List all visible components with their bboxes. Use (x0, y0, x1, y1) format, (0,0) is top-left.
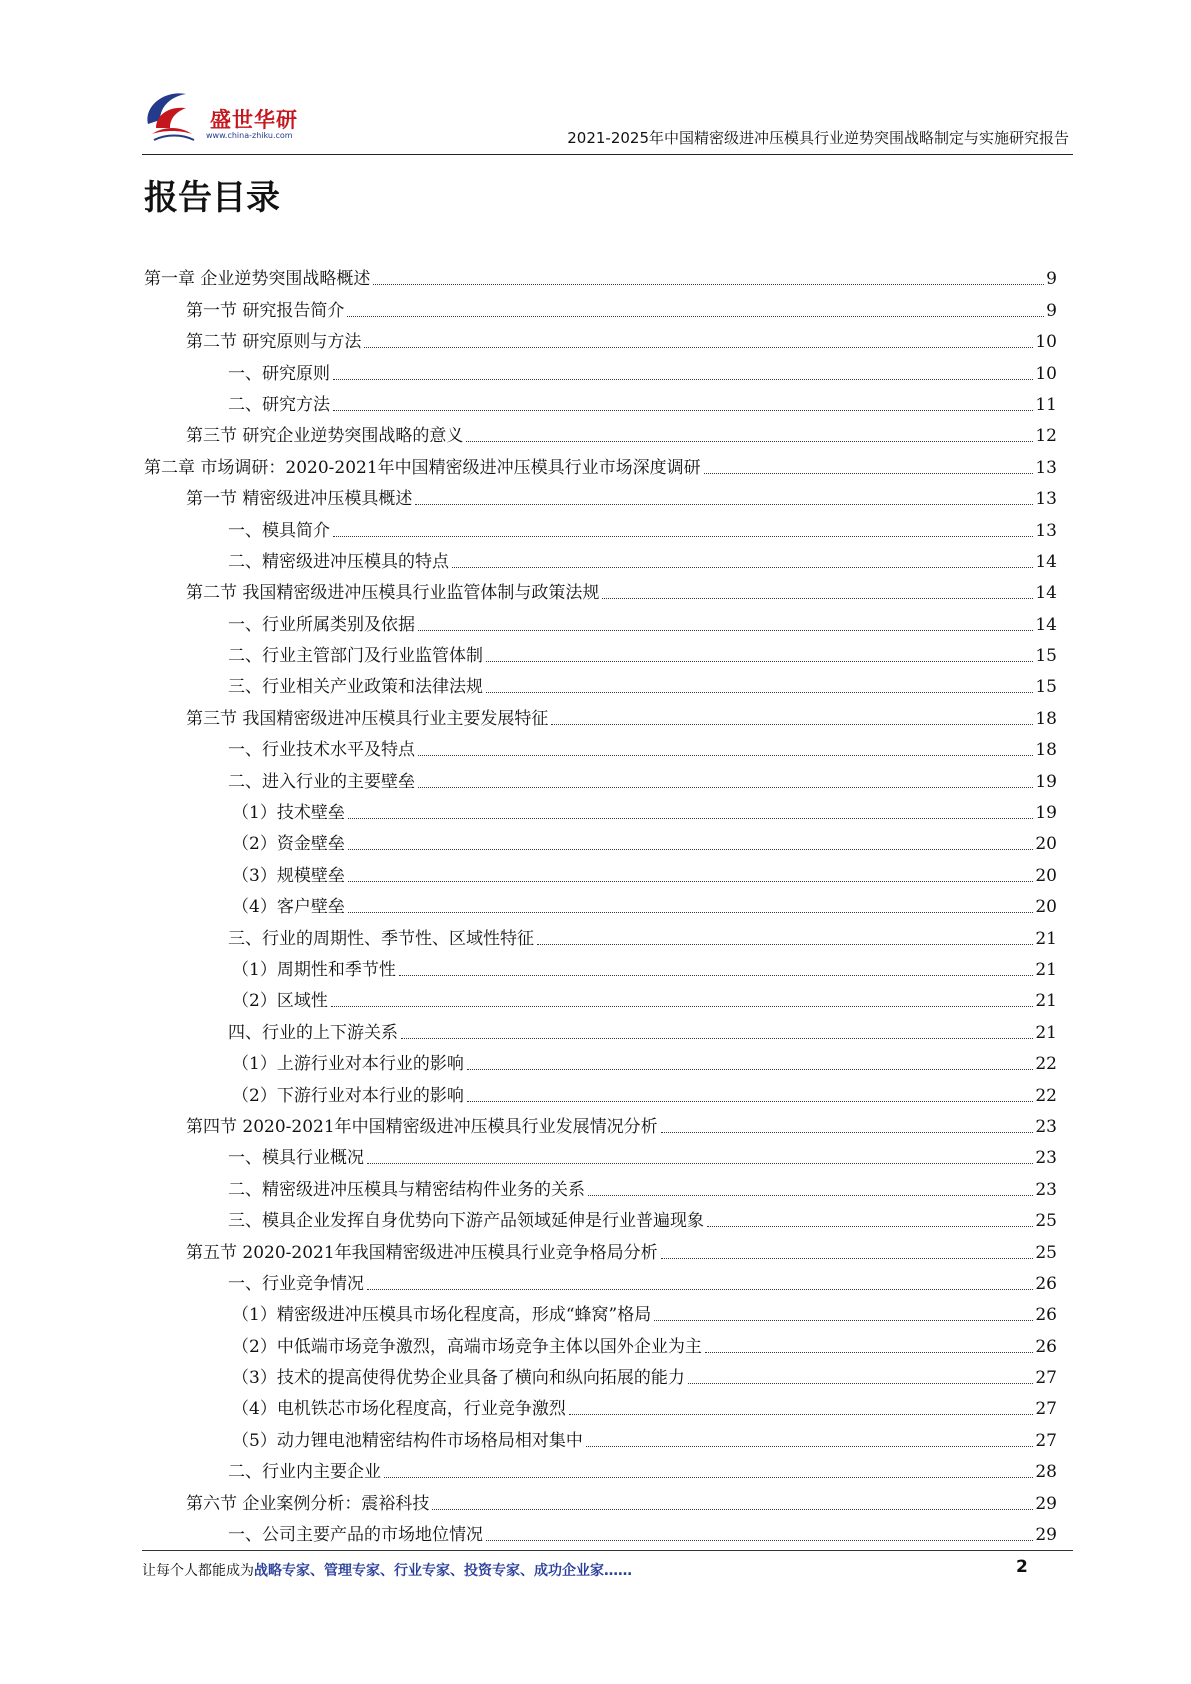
toc-leader-dots (486, 691, 1033, 693)
toc-entry-label: （2）中低端市场竞争激烈，高端市场竞争主体以国外企业为主 (232, 1336, 702, 1357)
toc-entry-page: 27 (1035, 1368, 1057, 1389)
toc-entry-page: 29 (1035, 1525, 1057, 1546)
toc-leader-dots (347, 315, 1044, 317)
toc-entry[interactable] (142, 388, 1057, 419)
logo-text: 盛世华研 (210, 108, 298, 132)
toc-entry-label: 二、精密级进冲压模具的特点 (228, 551, 449, 572)
toc-entry-page: 15 (1035, 646, 1057, 667)
page-number: 2 (1016, 1557, 1028, 1577)
toc-leader-dots (415, 503, 1033, 505)
toc-entry-label: 一、模具行业概况 (228, 1148, 364, 1169)
toc-entry-label: 二、精密级进冲压模具与精密结构件业务的关系 (228, 1179, 585, 1200)
toc-leader-dots (466, 440, 1033, 442)
toc-entry[interactable] (142, 1298, 1057, 1329)
toc-entry[interactable] (142, 733, 1057, 764)
toc-entry[interactable] (142, 262, 1057, 293)
toc-leader-dots (367, 1162, 1033, 1164)
toc-entry[interactable] (142, 1235, 1057, 1266)
toc-entry-label: 一、行业技术水平及特点 (228, 740, 415, 761)
page-title: 报告目录 (144, 178, 280, 218)
toc-entry[interactable] (142, 1267, 1057, 1298)
toc-entry[interactable] (142, 1361, 1057, 1392)
toc-entry-label: 二、行业主管部门及行业监管体制 (228, 646, 483, 667)
toc-entry-label: 三、模具企业发挥自身优势向下游产品领域延伸是行业普遍现象 (228, 1211, 704, 1232)
toc-entry-label: 一、公司主要产品的市场地位情况 (228, 1525, 483, 1546)
slogan-highlight: 战略专家、管理专家、行业专家、投资专家、成功企业家…… (254, 1563, 632, 1579)
toc-entry-page: 10 (1035, 363, 1057, 384)
toc-entry-label: 第一节 研究报告简介 (186, 300, 345, 321)
toc-entry-page: 15 (1035, 677, 1057, 698)
toc-entry-page: 14 (1035, 583, 1057, 604)
toc-entry-page: 26 (1035, 1273, 1057, 1294)
toc-entry-label: 四、行业的上下游关系 (228, 1022, 398, 1043)
toc-leader-dots (486, 660, 1033, 662)
toc-entry-page: 13 (1035, 457, 1057, 478)
toc-leader-dots (418, 786, 1033, 788)
toc-entry-label: （3）技术的提高使得优势企业具备了横向和纵向拓展的能力 (232, 1368, 685, 1389)
toc-entry-label: （4）电机铁芯市场化程度高，行业竞争激烈 (232, 1399, 566, 1420)
toc-leader-dots (467, 1068, 1034, 1070)
toc-entry[interactable] (142, 670, 1057, 701)
toc-entry-label: （2）区域性 (232, 991, 328, 1012)
toc-entry[interactable] (142, 1172, 1057, 1203)
toc-entry[interactable] (142, 639, 1057, 670)
table-of-contents (142, 262, 1057, 1549)
toc-entry[interactable] (142, 953, 1057, 984)
toc-entry-label: （3）规模壁垒 (232, 865, 345, 886)
toc-entry[interactable] (142, 482, 1057, 513)
toc-entry-page: 27 (1035, 1430, 1057, 1451)
toc-entry-label: 第二节 我国精密级进冲压模具行业监管体制与政策法规 (186, 583, 600, 604)
toc-entry-label: （1）精密级进冲压模具市场化程度高，形成“蜂窝”格局 (232, 1305, 652, 1326)
toc-leader-dots (333, 378, 1033, 380)
toc-entry-page: 21 (1035, 991, 1057, 1012)
toc-entry-label: （1）周期性和季节性 (232, 959, 396, 980)
toc-entry[interactable] (142, 921, 1057, 952)
toc-entry-label: 一、行业竞争情况 (228, 1273, 364, 1294)
toc-leader-dots (452, 566, 1033, 568)
toc-entry[interactable] (142, 796, 1057, 827)
toc-entry-label: 第二节 研究原则与方法 (186, 332, 362, 353)
toc-entry-page: 13 (1035, 489, 1057, 510)
toc-entry-label: 第三节 我国精密级进冲压模具行业主要发展特征 (186, 708, 549, 729)
toc-entry-label: 二、进入行业的主要壁垒 (228, 771, 415, 792)
toc-entry[interactable] (142, 1455, 1057, 1486)
toc-entry-page: 18 (1035, 708, 1057, 729)
toc-entry[interactable] (142, 450, 1057, 481)
toc-entry-label: 二、研究方法 (228, 394, 330, 415)
toc-leader-dots (333, 535, 1033, 537)
toc-entry[interactable] (142, 1047, 1057, 1078)
header-divider (142, 154, 1073, 155)
report-title: 2021-2025年中国精密级进冲压模具行业逆势突围战略制定与实施研究报告 (567, 129, 1069, 147)
toc-entry-page: 28 (1035, 1462, 1057, 1483)
toc-leader-dots (348, 817, 1034, 819)
toc-leader-dots (688, 1382, 1034, 1384)
toc-leader-dots (384, 1476, 1033, 1478)
toc-entry[interactable] (142, 890, 1057, 921)
toc-entry-page: 13 (1035, 520, 1057, 541)
toc-leader-dots (333, 409, 1033, 411)
toc-leader-dots (661, 1131, 1034, 1133)
toc-entry[interactable] (142, 513, 1057, 544)
toc-entry[interactable] (142, 827, 1057, 858)
toc-entry-page: 20 (1035, 834, 1057, 855)
toc-leader-dots (707, 1225, 1033, 1227)
toc-entry-page: 18 (1035, 740, 1057, 761)
toc-leader-dots (586, 1445, 1034, 1447)
toc-entry-label: 第六节 企业案例分析：震裕科技 (186, 1493, 430, 1514)
toc-entry-label: （1）上游行业对本行业的影响 (232, 1054, 464, 1075)
logo-url: www.china-zhiku.com (206, 131, 293, 140)
toc-leader-dots (364, 346, 1033, 348)
toc-entry[interactable] (142, 356, 1057, 387)
toc-entry-page: 12 (1035, 426, 1057, 447)
toc-entry-page: 21 (1035, 1022, 1057, 1043)
toc-entry[interactable] (142, 1204, 1057, 1235)
toc-entry[interactable] (142, 1518, 1057, 1549)
toc-entry-page: 26 (1035, 1336, 1057, 1357)
toc-entry-label: 第一节 精密级进冲压模具概述 (186, 489, 413, 510)
toc-leader-dots (602, 597, 1033, 599)
toc-entry[interactable] (142, 576, 1057, 607)
toc-entry[interactable] (142, 1329, 1057, 1360)
toc-entry-page: 9 (1046, 300, 1057, 321)
toc-entry-label: 第一章 企业逆势突围战略概述 (144, 269, 371, 290)
toc-entry-page: 10 (1035, 332, 1057, 353)
toc-entry-page: 29 (1035, 1493, 1057, 1514)
toc-entry-label: 第五节 2020-2021年我国精密级进冲压模具行业竞争格局分析 (186, 1242, 658, 1263)
toc-entry-label: （2）资金壁垒 (232, 834, 345, 855)
toc-entry-page: 14 (1035, 551, 1057, 572)
toc-leader-dots (551, 723, 1033, 725)
toc-leader-dots (654, 1319, 1033, 1321)
toc-leader-dots (418, 629, 1033, 631)
toc-entry[interactable] (142, 764, 1057, 795)
toc-entry[interactable] (142, 1486, 1057, 1517)
toc-entry[interactable] (142, 1110, 1057, 1141)
toc-entry-label: 三、行业的周期性、季节性、区域性特征 (228, 928, 534, 949)
toc-leader-dots (569, 1413, 1034, 1415)
footer-divider (142, 1550, 1073, 1551)
toc-entry[interactable] (142, 545, 1057, 576)
toc-leader-dots (348, 848, 1034, 850)
toc-leader-dots (418, 754, 1033, 756)
toc-entry[interactable] (142, 607, 1057, 638)
toc-leader-dots (467, 1100, 1034, 1102)
toc-leader-dots (661, 1257, 1034, 1259)
toc-leader-dots (537, 943, 1033, 945)
toc-leader-dots (348, 880, 1034, 882)
toc-entry[interactable] (142, 858, 1057, 889)
toc-entry[interactable] (142, 1015, 1057, 1046)
toc-entry[interactable] (142, 1141, 1057, 1172)
toc-entry-page: 23 (1035, 1148, 1057, 1169)
toc-leader-dots (705, 1351, 1034, 1353)
toc-entry-label: （5）动力锂电池精密结构件市场格局相对集中 (232, 1430, 583, 1451)
footer-slogan (142, 1560, 632, 1580)
toc-leader-dots (432, 1508, 1033, 1510)
toc-leader-dots (486, 1539, 1033, 1541)
toc-leader-dots (367, 1288, 1033, 1290)
toc-leader-dots (331, 1005, 1034, 1007)
toc-entry[interactable] (142, 1392, 1057, 1423)
toc-entry-page: 21 (1035, 928, 1057, 949)
toc-entry[interactable] (142, 419, 1057, 450)
toc-entry-page: 11 (1035, 394, 1057, 415)
toc-entry[interactable] (142, 701, 1057, 732)
toc-entry[interactable] (142, 1078, 1057, 1109)
toc-entry-label: （4）客户壁垒 (232, 897, 345, 918)
toc-entry-page: 9 (1046, 269, 1057, 290)
toc-entry-label: 第二章 市场调研：2020-2021年中国精密级进冲压模具行业市场深度调研 (144, 457, 701, 478)
toc-entry-label: 一、行业所属类别及依据 (228, 614, 415, 635)
toc-entry-page: 23 (1035, 1179, 1057, 1200)
toc-leader-dots (588, 1194, 1033, 1196)
toc-entry-page: 25 (1035, 1242, 1057, 1263)
page-header (0, 0, 1191, 170)
toc-entry[interactable] (142, 325, 1057, 356)
toc-entry-label: （1）技术壁垒 (232, 803, 345, 824)
toc-entry-page: 19 (1035, 803, 1057, 824)
toc-entry-label: 一、研究原则 (228, 363, 330, 384)
toc-leader-dots (348, 911, 1034, 913)
toc-entry-page: 25 (1035, 1211, 1057, 1232)
toc-entry-label: 一、模具简介 (228, 520, 330, 541)
toc-entry-page: 23 (1035, 1116, 1057, 1137)
toc-entry-page: 27 (1035, 1399, 1057, 1420)
toc-entry-page: 19 (1035, 771, 1057, 792)
toc-entry-page: 14 (1035, 614, 1057, 635)
toc-entry-page: 22 (1035, 1054, 1057, 1075)
toc-entry-page: 20 (1035, 865, 1057, 886)
toc-entry-page: 20 (1035, 897, 1057, 918)
toc-entry-label: 三、行业相关产业政策和法律法规 (228, 677, 483, 698)
toc-entry-label: 第四节 2020-2021年中国精密级进冲压模具行业发展情况分析 (186, 1116, 658, 1137)
toc-entry-page: 26 (1035, 1305, 1057, 1326)
toc-entry[interactable] (142, 293, 1057, 324)
toc-entry[interactable] (142, 984, 1057, 1015)
toc-entry[interactable] (142, 1423, 1057, 1454)
toc-entry-page: 22 (1035, 1085, 1057, 1106)
toc-entry-label: 二、行业内主要企业 (228, 1462, 381, 1483)
toc-leader-dots (373, 283, 1044, 285)
toc-entry-label: 第三节 研究企业逆势突围战略的意义 (186, 426, 464, 447)
toc-leader-dots (401, 1037, 1033, 1039)
toc-leader-dots (399, 974, 1034, 976)
toc-leader-dots (704, 472, 1034, 474)
toc-entry-page: 21 (1035, 959, 1057, 980)
toc-entry-label: （2）下游行业对本行业的影响 (232, 1085, 464, 1106)
slogan-prefix: 让每个人都能成为 (142, 1563, 254, 1579)
